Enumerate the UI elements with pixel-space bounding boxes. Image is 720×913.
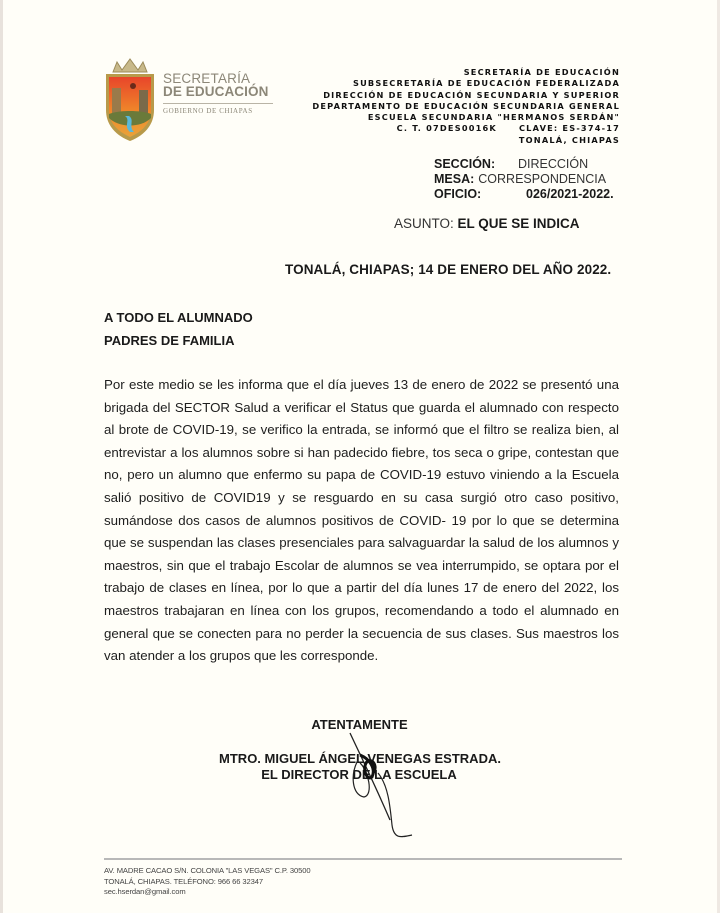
header-line: SECRETARÍA DE EDUCACIÓN bbox=[463, 67, 620, 77]
ct-code: C. T. 07DES0016K bbox=[396, 123, 497, 134]
mesa-value: CORRESPONDENCIA bbox=[478, 172, 607, 186]
signer-title: EL DIRECTOR DE LA ESCUELA bbox=[261, 767, 457, 782]
document-meta bbox=[434, 157, 614, 202]
oficio-label: OFICIO: bbox=[434, 187, 482, 201]
logo-divider bbox=[163, 103, 273, 104]
addressee-line-2: PADRES DE FAMILIA bbox=[104, 333, 235, 348]
place-date: TONALÁ, CHIAPAS; 14 DE ENERO DEL AÑO 2022. bbox=[285, 262, 612, 277]
mesa-label: MESA: bbox=[434, 172, 475, 186]
footer-divider bbox=[104, 858, 622, 860]
letter-body: Por este medio se les informa que el día jueves 13 de enero de 2022 se presentó una brigada del SECTOR Salud a verificar el Status que guarda el alumnado con respecto al brote de COVID-19, se verifico la entrada, se informó que el filtro se realiza bien, al entrevistar a los alumnos sobre si han padecido fiebre, tos seca o gripe, contestan que no, pero un alumno que enfermo su papa de COVID-19 estuvo viniendo a la Escuela salió positivo de COVID19 y se resguardo en su casa surgió otro caso positivo, sumándose dos casos de alumnos positivos de COVID- 19 por lo que se determina que se suspendan las clases presenciales para salvaguardar la salud de los alumnos y maestros, sin que el trabajo Escolar de alumnos se vea interrumpido, se optara por el trabajo de clases en línea, por lo que a partir del día lunes 17 de enero del 2022, los maestros trabajaran en línea con los grupos, recomendando a todo el alumnado en general que se conecten para no perder la secuencia de sus clases. Sus maestros los van atender a los grupos que les corresponde. bbox=[104, 377, 619, 664]
footer-address: AV. MADRE CACAO S/N. COLONIA "LAS VEGAS" C.P. 30500 bbox=[104, 866, 311, 875]
header-ct-line bbox=[312, 123, 620, 134]
clave-code: CLAVE: ES-374-17 bbox=[518, 123, 620, 134]
seccion-value: DIRECCIÓN bbox=[518, 157, 589, 171]
header-line: DEPARTAMENTO DE EDUCACIÓN SECUNDARIA GENERAL bbox=[312, 100, 620, 111]
header-line: SUBSECRETARÍA DE EDUCACIÓN FEDERALIZADA bbox=[352, 78, 620, 89]
secretaria-logo bbox=[103, 58, 283, 148]
footer-contact bbox=[104, 866, 311, 898]
institution-header bbox=[312, 67, 620, 146]
coat-of-arms-icon bbox=[103, 58, 157, 142]
asunto-value: EL QUE SE INDICA bbox=[457, 216, 580, 231]
header-location: TONALÁ, CHIAPAS bbox=[518, 134, 620, 145]
logo-line-educacion: DE EDUCACIÓN bbox=[163, 84, 269, 99]
signature-icon bbox=[330, 725, 430, 845]
footer-email: sec.hserdan@gmail.com bbox=[104, 887, 186, 896]
seccion-label: SECCIÓN: bbox=[434, 157, 496, 171]
header-line: ESCUELA SECUNDARIA "HERMANOS SERDÁN" bbox=[367, 112, 620, 123]
logo-line-gobierno: GOBIERNO DE CHIAPAS bbox=[163, 107, 253, 115]
oficio-value: 026/2021-2022. bbox=[526, 187, 614, 201]
asunto-label: ASUNTO: bbox=[394, 216, 454, 231]
signer-name: MTRO. MIGUEL ÁNGEL VENEGAS ESTRADA. bbox=[219, 751, 501, 766]
asunto-line bbox=[394, 216, 580, 231]
footer-city-phone: TONALÁ, CHIAPAS. TELÉFONO: 966 66 32347 bbox=[104, 876, 264, 886]
addressee bbox=[104, 306, 253, 352]
header-line: DIRECCIÓN DE EDUCACIÓN SECUNDARIA Y SUPERIOR bbox=[323, 89, 620, 100]
atentamente: ATENTAMENTE bbox=[311, 717, 408, 732]
addressee-line-1: A TODO EL ALUMNADO bbox=[104, 310, 253, 325]
logo-line-secretaria: SECRETARÍA bbox=[163, 71, 251, 86]
